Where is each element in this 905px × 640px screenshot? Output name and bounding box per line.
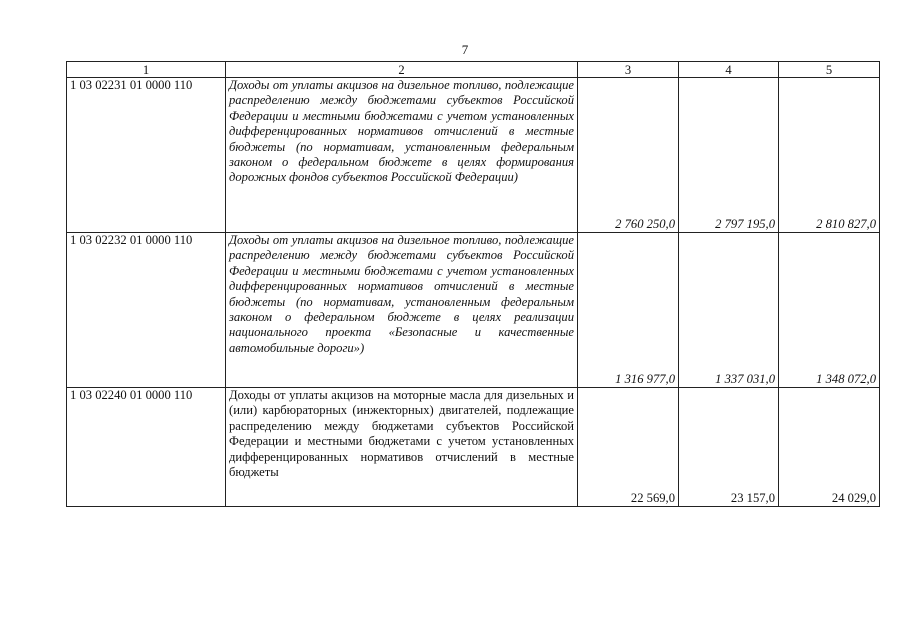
budget-table — [66, 61, 880, 507]
revenue-description: Доходы от уплаты акцизов на моторные масла для дизельных и (или) карбюраторных (инжекторных) двигателей, подлежащие распределению между бюджетами субъектов Российской Федерации и местными бюджетами с учетом установленных дифференцированных нормативов отчислений в местные бюджеты — [226, 388, 578, 507]
revenue-description: Доходы от уплаты акцизов на дизельное топливо, подлежащие распределению между бюджетами субъектов Российской Федерации и местными бюджетами с учетом установленных дифференцированных нормативов отчислений в местные бюджеты (по нормативам, установленным федеральным законом о федеральном бюджете в целях формирования дорожных фондов субъектов Российской Федерации) — [226, 78, 578, 233]
column-header: 2 — [226, 62, 578, 78]
column-header: 3 — [578, 62, 679, 78]
page-number: 7 — [461, 42, 469, 57]
table-row — [67, 388, 880, 507]
budget-code: 1 03 02232 01 0000 110 — [67, 233, 226, 388]
amount-col5: 24 029,0 — [779, 388, 880, 507]
revenue-description: Доходы от уплаты акцизов на дизельное топливо, подлежащие распределению между бюджетами субъектов Российской Федерации и местными бюджетами с учетом установленных дифференцированных нормативов отчислений в местные бюджеты (по нормативам, установленным федеральным законом о федеральном бюджете в целях реализации национального проекта «Безопасные и качественные автомобильные дороги») — [226, 233, 578, 388]
column-header: 5 — [779, 62, 880, 78]
column-header: 1 — [67, 62, 226, 78]
amount-col5: 1 348 072,0 — [779, 233, 880, 388]
table-row — [67, 233, 880, 388]
column-header: 4 — [679, 62, 779, 78]
amount-col3: 1 316 977,0 — [578, 233, 679, 388]
amount-col3: 22 569,0 — [578, 388, 679, 507]
amount-col5: 2 810 827,0 — [779, 78, 880, 233]
header-row — [67, 62, 880, 78]
table-row — [67, 78, 880, 233]
amount-col3: 2 760 250,0 — [578, 78, 679, 233]
amount-col4: 23 157,0 — [679, 388, 779, 507]
budget-code: 1 03 02240 01 0000 110 — [67, 388, 226, 507]
budget-code: 1 03 02231 01 0000 110 — [67, 78, 226, 233]
amount-col4: 1 337 031,0 — [679, 233, 779, 388]
amount-col4: 2 797 195,0 — [679, 78, 779, 233]
